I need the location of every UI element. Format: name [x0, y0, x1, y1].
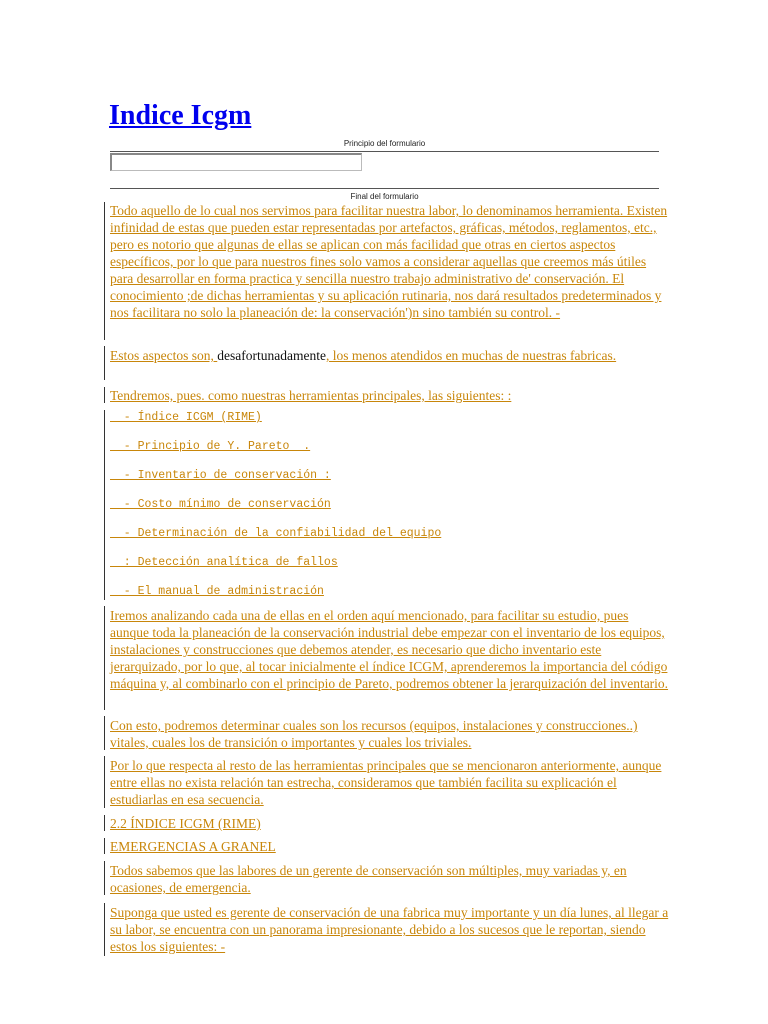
quote-bar	[104, 756, 105, 808]
paragraph-plain-word: desafortunadamente	[217, 348, 326, 363]
quote-bar	[104, 410, 105, 600]
form-start-label: Principio del formulario	[343, 139, 426, 148]
paragraph[interactable]	[110, 202, 670, 321]
paragraph-text: Todos sabemos que las labores de un gerente de conservación son múltiples, muy variadas y, en ocasiones, de emergencia.	[110, 863, 627, 895]
search-input[interactable]	[110, 153, 362, 171]
quote-bar	[104, 606, 105, 710]
tool-list-item[interactable]: - Costo mínimo de conservación	[110, 498, 331, 511]
paragraph[interactable]	[110, 347, 670, 364]
paragraph-text: Con esto, podremos determinar cuales son los recursos (equipos, instalaciones y construcciones..) vitales, cuales los de transición o importantes y cuales los triviales.	[110, 718, 638, 750]
quote-bar	[104, 861, 105, 895]
quote-bar	[104, 346, 105, 380]
tool-list-item[interactable]: - Inventario de conservación :	[110, 469, 331, 482]
paragraph[interactable]	[110, 387, 670, 404]
quote-bar	[104, 838, 105, 854]
section-heading[interactable]	[110, 815, 670, 832]
form-bottom-divider	[110, 188, 659, 189]
quote-bar	[104, 387, 105, 403]
paragraph-text: Iremos analizando cada una de ellas en el orden aquí mencionado, para facilitar su estudio, pues aunque toda la planeación de la conservación industrial debe empezar con el inventario de los equipos, instalaciones y construcciones que debemos atender, es necesario que dicho inventario este jerarquizado, por lo que, al tocar inicialmente el índice ICGM, aprenderemos la importancia del código máquina y, al combinarlo con el principio de Pareto, podremos obtener la jerarquización del inventario.	[110, 608, 669, 691]
paragraph[interactable]	[110, 862, 670, 896]
paragraph[interactable]	[110, 757, 670, 808]
section-heading-text: EMERGENCIAS A GRANEL	[110, 839, 276, 854]
tool-list-item[interactable]: - El manual de administración	[110, 585, 324, 598]
form-end-label: Final del formulario	[350, 192, 419, 201]
quote-bar	[104, 815, 105, 831]
section-heading-text: 2.2 ÍNDICE ICGM (RIME)	[110, 816, 261, 831]
tool-list-item[interactable]: : Detección analítica de fallos	[110, 556, 338, 569]
form-top-divider	[110, 151, 659, 152]
paragraph-text: , los menos atendidos en muchas de nuestras fabricas.	[325, 348, 617, 363]
paragraph[interactable]	[110, 607, 670, 692]
quote-bar	[104, 716, 105, 750]
tool-list-item[interactable]: - Principio de Y. Pareto .	[110, 440, 311, 453]
paragraph-text: Estos aspectos son,	[110, 348, 218, 363]
page-title[interactable]: Indice Icgm	[109, 100, 252, 131]
paragraph-text: Suponga que usted es gerente de conservación de una fabrica muy importante y un día lunes, al llegar a su labor, se encuentra con un panorama impresionante, debido a los sucesos que le reportan, siendo estos los siguientes: -	[110, 905, 669, 954]
tool-list-item[interactable]: - Determinación de la confiabilidad del equipo	[110, 527, 442, 540]
paragraph[interactable]	[110, 904, 670, 955]
quote-bar	[104, 903, 105, 956]
paragraph-text: Por lo que respecta al resto de las herramientas principales que se mencionaron anteriormente, aunque entre ellas no exista relación tan estrecha, consideramos que también facilita su explicación el estudiarlas en esa secuencia.	[110, 758, 662, 807]
tool-list-item[interactable]: - Índice ICGM (RIME)	[110, 411, 262, 424]
quote-bar	[104, 202, 105, 340]
paragraph-text: Todo aquello de lo cual nos servimos para facilitar nuestra labor, lo denominamos herramienta. Existen infinidad de estas que pueden estar representadas por artefactos, gráficas, métodos, reglamentos, etc., pero es notorio que algunas de ellas se aplican con más facilidad que otras en ciertos aspectos específicos, por lo que para nuestros fines solo vamos a considerar aquellas que creemos más útiles para desarrollar en forma practica y sencilla nuestro trabajo administrativo de' conservación. El conocimiento ;de dichas herramientas y su aplicación rutinaria, nos dará resultados predeterminados y nos facilitara no solo la planeación de: la conservación')n sino también su control. -	[110, 203, 668, 320]
paragraph-text: Tendremos, pues. como nuestras herramientas principales, las siguientes: :	[110, 388, 512, 403]
section-heading[interactable]	[110, 838, 670, 855]
paragraph[interactable]	[110, 717, 670, 751]
